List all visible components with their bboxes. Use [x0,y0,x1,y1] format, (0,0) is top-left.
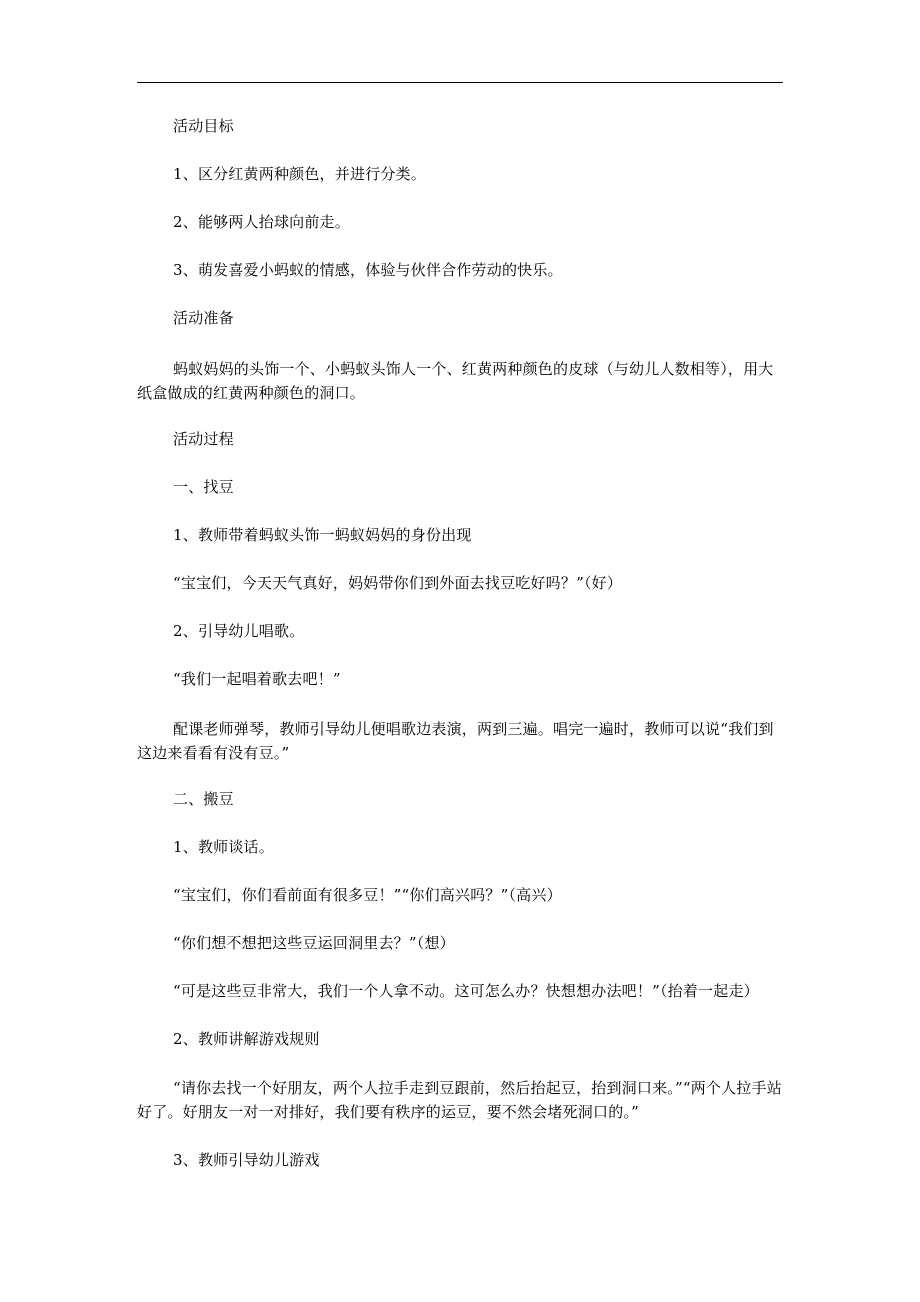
step-1-2: 2、引导幼儿唱歌。 [173,622,305,640]
preparation-text: 蚂蚁妈妈的头饰一个、小蚂蚁头饰人一个、红黄两种颜色的皮球（与幼儿人数相等），用大纸盒做成的红黄两种颜色的洞口。 [137,360,774,402]
goal-item-3: 3、萌发喜爱小蚂蚁的情感，体验与伙伴合作劳动的快乐。 [173,261,563,279]
step-2-2: 2、教师讲解游戏规则 [173,1030,320,1048]
dialogue-5: “可是这些豆非常大，我们一个人拿不动。这可怎么办？快想想办法吧！”（抬着一起走） [173,982,759,1000]
goal-item-1: 1、区分红黄两种颜色，并进行分类。 [173,165,426,183]
heading-activity-process: 活动过程 [173,430,234,448]
dialogue-4: “你们想不想把这些豆运回洞里去？”（想） [173,934,455,952]
step-1-1: 1、教师带着蚂蚁头饰一蚂蚁妈妈的身份出现 [173,526,472,544]
section-find-beans: 一、找豆 [173,478,234,496]
dialogue-2: “我们一起唱着歌去吧！” [173,670,341,688]
goal-item-2: 2、能够两人抬球向前走。 [173,213,350,231]
step-2-3: 3、教师引导幼儿游戏 [173,1151,320,1169]
dialogue-1: “宝宝们，今天天气真好，妈妈带你们到外面去找豆吃好吗？”（好） [173,574,623,592]
step-2-1: 1、教师谈话。 [173,838,274,856]
game-rules-text: “请你去找一个好朋友，两个人拉手走到豆跟前，然后抬起豆，抬到洞口来。”“两个人拉手站好了。好朋友一对一对排好，我们要有秩序的运豆，要不然会堵死洞口的。” [137,1079,782,1121]
heading-activity-goals: 活动目标 [173,117,234,135]
dialogue-3: “宝宝们，你们看前面有很多豆！”“你们高兴吗？”（高兴） [173,886,562,904]
instruction-text-1: 配课老师弹琴，教师引导幼儿便唱歌边表演，两到三遍。唱完一遍时，教师可以说“我们到这边来看看有没有豆。” [137,720,774,762]
section-carry-beans: 二、搬豆 [173,790,234,808]
header-rule [137,82,783,83]
heading-activity-preparation: 活动准备 [173,309,234,327]
